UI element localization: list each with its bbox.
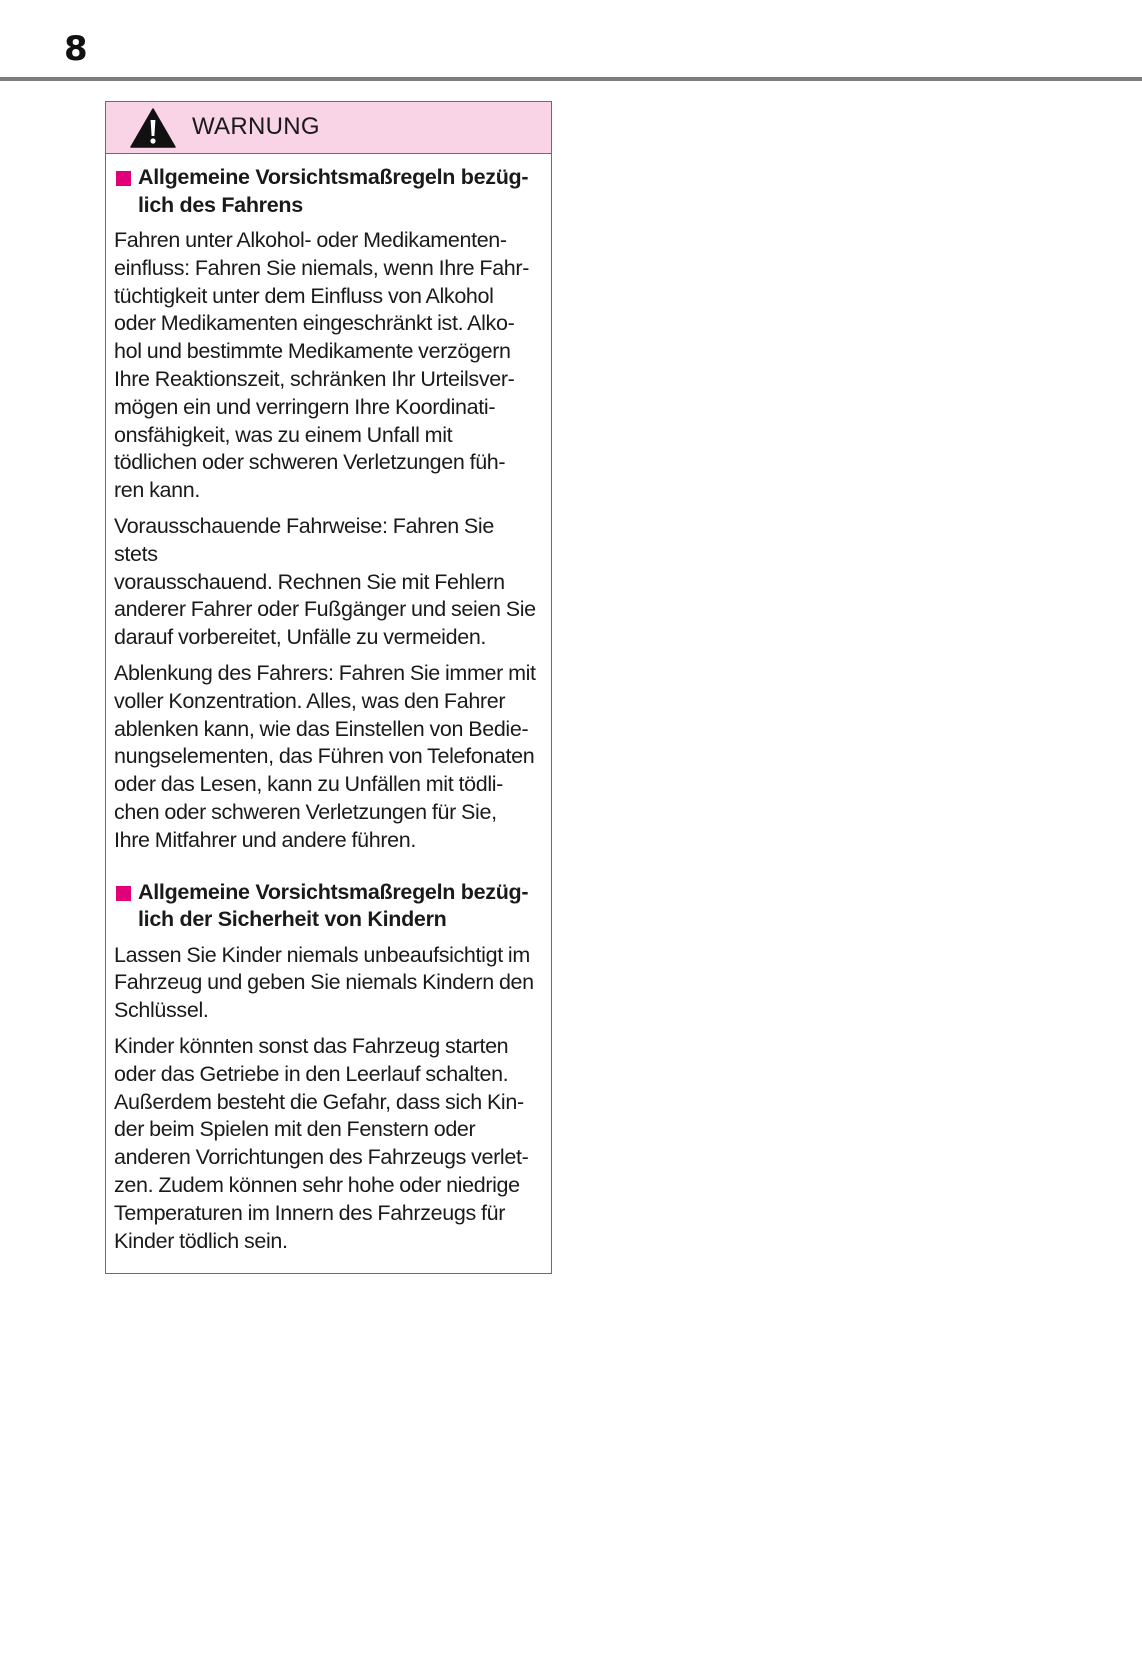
warning-body [106, 154, 551, 1273]
text-line: hol und bestimmte Medikamente verzögern [114, 339, 511, 364]
text-line: anderen Vorrichtungen des Fahrzeugs verlet- [114, 1145, 529, 1170]
text-line: darauf vorbereitet, Unfälle zu vermeiden. [114, 625, 487, 650]
warning-title: WARNUNG [192, 113, 320, 140]
text-line: Schlüssel. [114, 998, 209, 1023]
text-line: voller Konzentration. Alles, was den Fahrer [114, 688, 506, 713]
text-line: Kinder könnten sonst das Fahrzeug starten [114, 1033, 509, 1058]
text-line: zen. Zudem können sehr hohe oder niedrige [114, 1172, 520, 1197]
text-line: Ihre Reaktionszeit, schränken Ihr Urteilsver- [114, 366, 515, 391]
page-number: 8 [64, 29, 88, 69]
paragraph-alcohol [114, 227, 537, 505]
square-bullet-icon [116, 171, 131, 186]
text-line: nungselementen, das Führen von Telefonaten [114, 744, 535, 769]
warning-triangle-icon [130, 108, 176, 148]
header-rule [0, 77, 1142, 81]
text-line: Lassen Sie Kinder niemals unbeaufsichtigt im [114, 942, 530, 967]
text-line: Temperaturen im Innern des Fahrzeugs für [114, 1200, 506, 1225]
text-line: mögen ein und verringern Ihre Koordinati- [114, 394, 496, 419]
paragraph-distraction [114, 660, 537, 855]
heading-line: Allgemeine Vorsichtsmaßregeln bezüg- [138, 165, 529, 189]
text-line: Kinder tödlich sein. [114, 1228, 288, 1253]
warning-header [106, 102, 551, 154]
text-line: Außerdem besteht die Gefahr, dass sich Kin- [114, 1089, 524, 1114]
text-line: oder das Lesen, kann zu Unfällen mit tödli- [114, 772, 503, 797]
heading-line: lich der Sicherheit von Kindern [138, 907, 447, 932]
text-line: tüchtigkeit unter dem Einfluss von Alkohol [114, 283, 494, 308]
text-line: vorausschauend. Rechnen Sie mit Fehlern [114, 569, 505, 594]
text-line: einfluss: Fahren Sie niemals, wenn Ihre Fahr- [114, 255, 530, 280]
paragraph-foresight [114, 513, 537, 652]
text-line: Ihre Mitfahrer und andere führen. [114, 827, 416, 852]
text-line: chen oder schweren Verletzungen für Sie, [114, 799, 497, 824]
section-heading-children [114, 879, 537, 934]
text-line: tödlichen oder schweren Verletzungen füh- [114, 450, 506, 475]
paragraph-child-risks [114, 1033, 537, 1255]
text-line: Vorausschauende Fahrweise: Fahren Sie stets [114, 513, 494, 566]
text-line: oder das Getriebe in den Leerlauf schalten. [114, 1061, 509, 1086]
text-line: der beim Spielen mit den Fenstern oder [114, 1117, 476, 1142]
square-bullet-icon [116, 886, 131, 901]
text-line: Fahrzeug und geben Sie niemals Kindern den [114, 970, 534, 995]
text-line: Ablenkung des Fahrers: Fahren Sie immer mit [114, 660, 536, 685]
text-line: Fahren unter Alkohol- oder Medikamenten- [114, 228, 507, 252]
heading-line: Allgemeine Vorsichtsmaßregeln bezüg- [138, 879, 529, 904]
text-line: oder Medikamenten eingeschränkt ist. Alko- [114, 311, 515, 336]
heading-line: lich des Fahrens [138, 192, 303, 217]
warning-box [105, 101, 552, 1274]
text-line: anderer Fahrer oder Fußgänger und seien Sie [114, 597, 536, 622]
text-line: ren kann. [114, 478, 200, 503]
section-heading-driving [114, 164, 537, 219]
paragraph-unattended [114, 942, 537, 1025]
text-line: onsfähigkeit, was zu einem Unfall mit [114, 422, 453, 447]
text-line: ablenken kann, wie das Einstellen von Bedie- [114, 716, 529, 741]
